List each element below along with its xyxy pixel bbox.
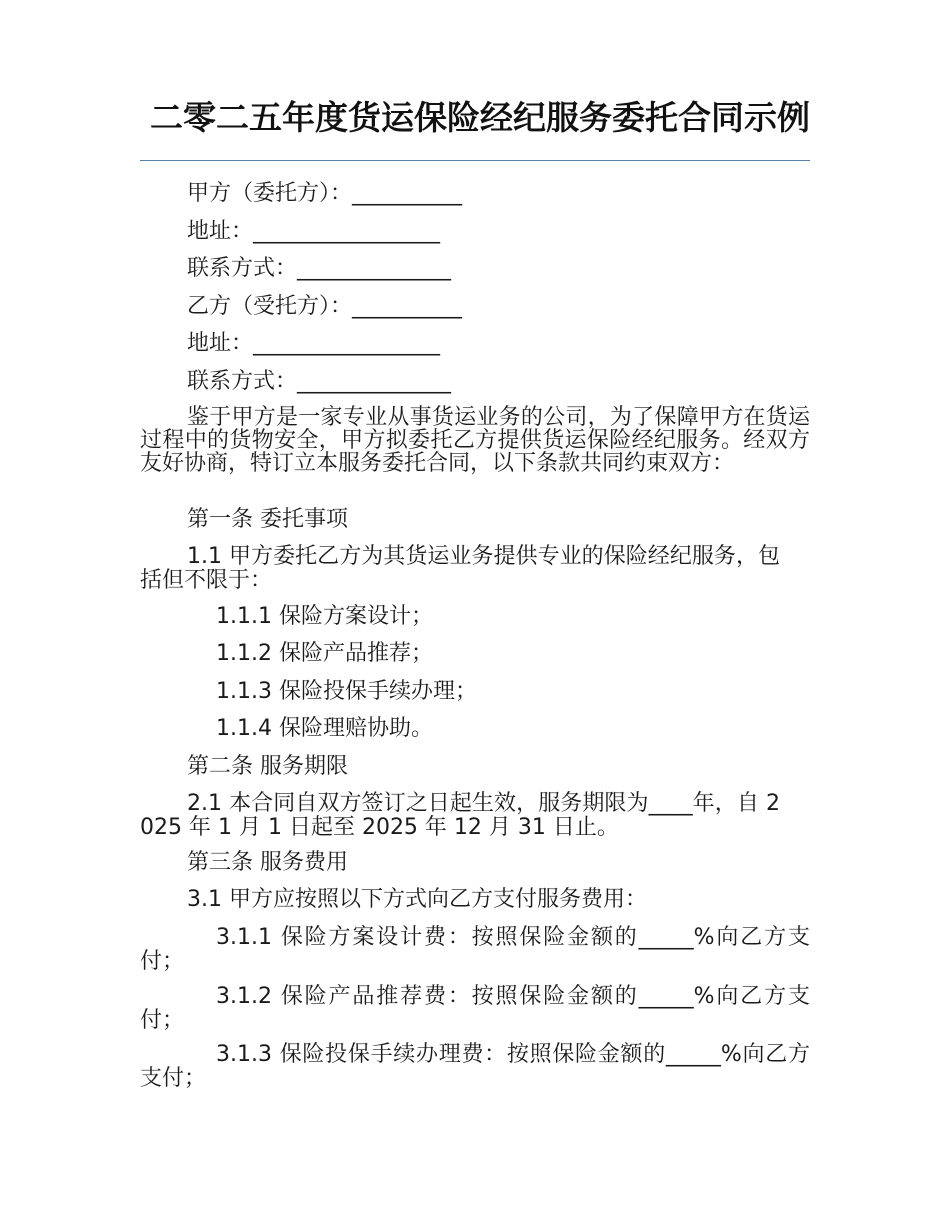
- clause-3-1-2: 3.1.2 保险产品推荐费：按照保险金额的_____%向乙方支付；: [140, 984, 810, 1033]
- clause-3-1: 3.1 甲方应按照以下方式向乙方支付服务费用：: [187, 887, 647, 912]
- document-title: 二零二五年度货运保险经纪服务委托合同示例: [150, 98, 810, 137]
- party-b-address: 地址：_________________: [187, 331, 441, 356]
- clause-3-1-1: 3.1.1 保险方案设计费：按照保险金额的_____%向乙方支付；: [140, 925, 810, 974]
- preamble-paragraph: 鉴于甲方是一家专业从事货运业务的公司，为了保障甲方在货运过程中的货物安全，甲方拟委托乙方提供货运保险经纪服务。经双方友好协商，特订立本服务委托合同，以下条款共同约束双方：: [140, 405, 810, 476]
- article-2-heading: 第二条 服务期限: [187, 754, 348, 779]
- clause-2-1: 2.1 本合同自双方签订之日起生效，服务期限为____年，自 2025 年 1 月 1 日起至 2025 年 12 月 31 日止。: [140, 791, 780, 840]
- article-1-heading: 第一条 委托事项: [187, 507, 348, 532]
- clause-1-1-3: 1.1.3 保险投保手续办理；: [216, 679, 477, 704]
- party-a-contact: 联系方式：______________: [187, 256, 452, 281]
- clause-3-1-3: 3.1.3 保险投保手续办理费：按照保险金额的_____%向乙方支付；: [140, 1042, 810, 1091]
- title-divider: [140, 160, 810, 161]
- clause-1-1-4: 1.1.4 保险理赔协助。: [216, 716, 433, 741]
- clause-1-1: 1.1 甲方委托乙方为其货运业务提供专业的保险经纪服务，包括但不限于：: [140, 544, 780, 593]
- party-a-label: 甲方（委托方）：__________: [187, 181, 463, 206]
- article-3-heading: 第三条 服务费用: [187, 850, 348, 875]
- party-b-label: 乙方（受托方）：__________: [187, 294, 463, 319]
- clause-1-1-2: 1.1.2 保险产品推荐；: [216, 641, 433, 666]
- party-b-contact: 联系方式：______________: [187, 369, 452, 394]
- clause-1-1-1: 1.1.1 保险方案设计；: [216, 604, 433, 629]
- party-a-address: 地址：_________________: [187, 219, 441, 244]
